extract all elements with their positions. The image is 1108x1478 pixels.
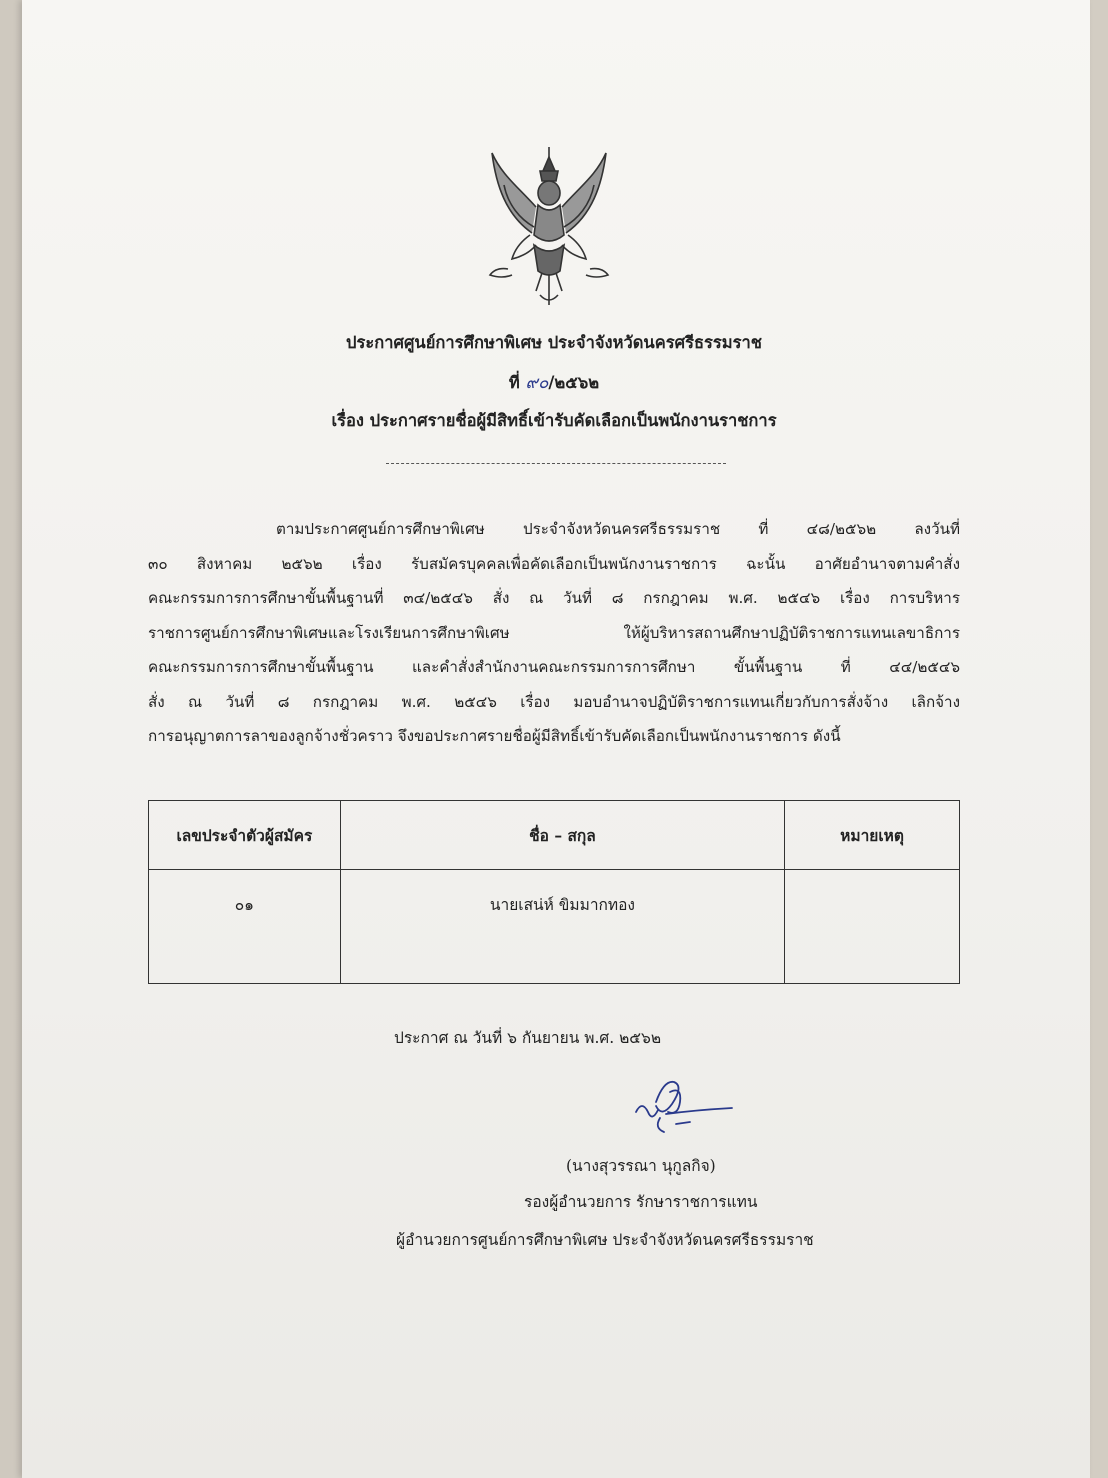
body-paragraph xyxy=(148,512,960,754)
signer-position: รองผู้อำนวยการ รักษาราชการแทน xyxy=(524,1193,758,1211)
signer-office: ผู้อำนวยการศูนย์การศึกษาพิเศษ ประจำจังหวัดนครศรีธรรมราช xyxy=(396,1231,814,1249)
body-line: ตามประกาศศูนย์การศึกษาพิเศษ ประจำจังหวัดนครศรีธรรมราช ที่ ๔๘/๒๕๖๒ ลงวันที่ xyxy=(276,520,960,538)
signature-icon xyxy=(626,1072,736,1144)
cell-applicant-id: ๐๑ xyxy=(149,870,341,984)
separator-line xyxy=(386,463,726,464)
body-line: คณะกรรมการการศึกษาขั้นพื้นฐานที่ ๓๔/๒๕๔๖ สั่ง ณ วันที่ ๘ กรกฎาคม พ.ศ. ๒๕๔๖ เรื่อง การบริหาร xyxy=(148,589,960,607)
announcement-title: ประกาศศูนย์การศึกษาพิเศษ ประจำจังหวัดนครศรีธรรมราช xyxy=(346,333,762,352)
body-line: ๓๐ สิงหาคม ๒๕๖๒ เรื่อง รับสมัครบุคคลเพื่อคัดเลือกเป็นพนักงานราชการ ฉะนั้น อาศัยอำนาจตามคำสั่ง xyxy=(148,554,960,573)
body-line: การอนุญาตการลาของลูกจ้างชั่วคราว จึงขอประกาศรายชื่อผู้มีสิทธิ์เข้ารับคัดเลือกเป็นพนักงานราชการ ดังนี้ xyxy=(148,727,841,745)
table-row xyxy=(149,870,960,984)
garuda-emblem-icon xyxy=(486,145,612,315)
announcement-number xyxy=(0,369,1108,396)
body-line: ราชการศูนย์การศึกษาพิเศษและโรงเรียนการศึกษาพิเศษ ให้ผู้บริหารสถานศึกษาปฏิบัติราชการแทนเลขาธิการ xyxy=(148,623,960,642)
table-header-row xyxy=(149,801,960,870)
body-line: สั่ง ณ วันที่ ๘ กรกฎาคม พ.ศ. ๒๕๔๖ เรื่อง มอบอำนาจปฏิบัติราชการแทนเกี่ยวกับการสั่งจ้าง เลิกจ้าง xyxy=(148,692,960,711)
announce-date: ประกาศ ณ วันที่ ๖ กันยายน พ.ศ. ๒๕๖๒ xyxy=(394,1029,662,1047)
announcement-subject: เรื่อง ประกาศรายชื่อผู้มีสิทธิ์เข้ารับคัดเลือกเป็นพนักงานราชการ xyxy=(331,411,777,430)
signer-name: (นางสุวรรณา นุกูลกิจ) xyxy=(566,1157,716,1175)
header-full-name: ชื่อ – สกุล xyxy=(340,801,784,870)
body-line: คณะกรรมการการศึกษาขั้นพื้นฐาน และคำสั่งสำนักงานคณะกรรมการการศึกษา ขั้นพื้นฐาน ที่ ๔๔/๒๕๔๖ xyxy=(148,658,960,676)
header-applicant-id: เลขประจำตัวผู้สมัคร xyxy=(149,801,341,870)
header-remarks: หมายเหตุ xyxy=(785,801,960,870)
number-suffix: /๒๕๖๒ xyxy=(548,373,600,392)
cell-full-name: นายเสน่ห์ ขิมมากทอง xyxy=(340,870,784,984)
number-label: ที่ xyxy=(508,373,520,392)
cell-remarks xyxy=(785,870,960,984)
candidate-table xyxy=(148,800,960,984)
handwritten-number: ๙๐ xyxy=(525,373,549,393)
